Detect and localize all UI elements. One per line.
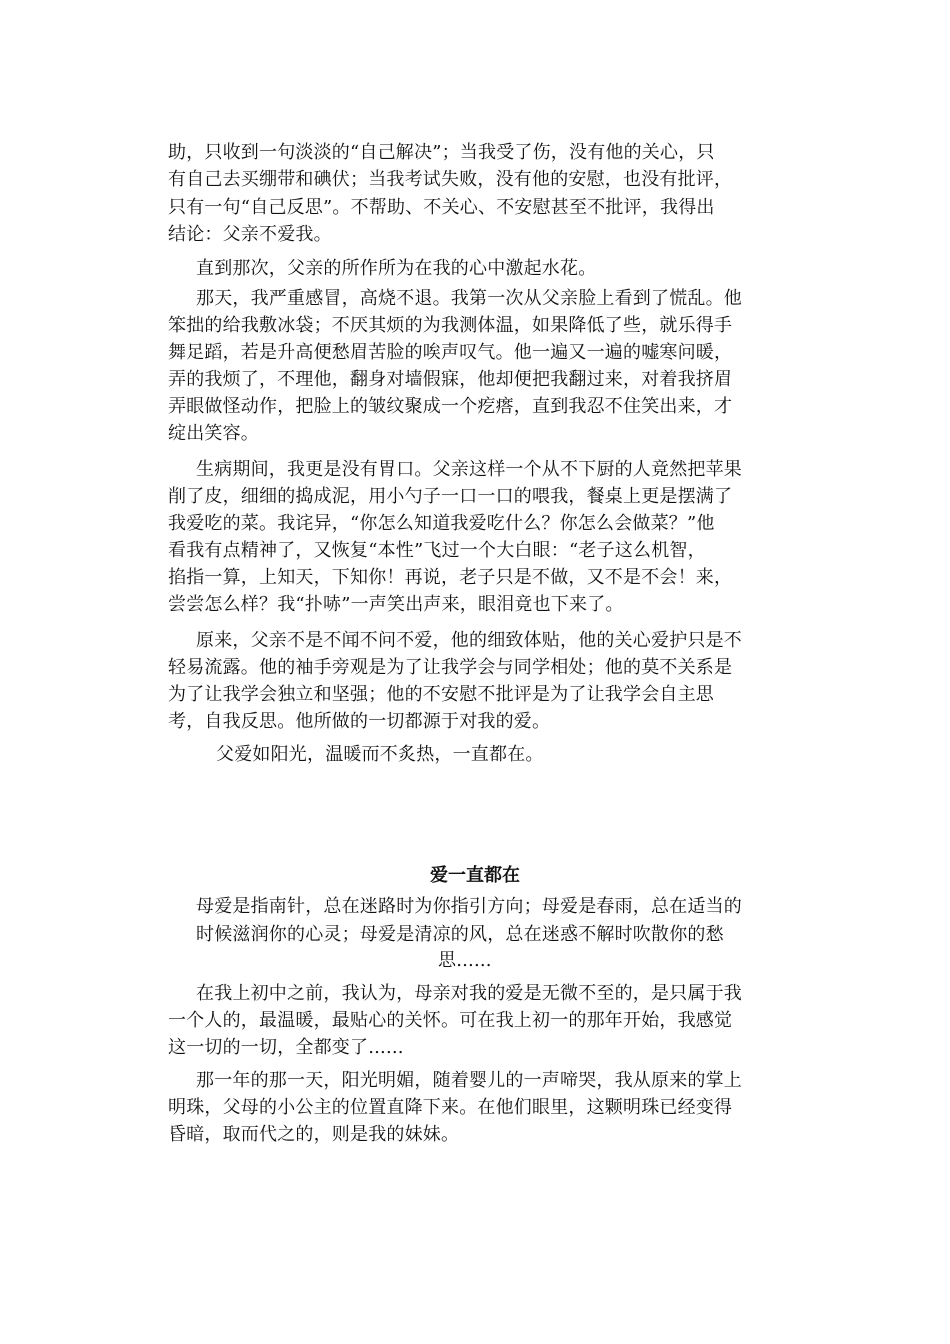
paragraph-line: 那天，我严重感冒，高烧不退。我第一次从父亲脸上看到了慌乱。他 xyxy=(196,288,742,309)
paragraph-line: 弄的我烦了，不理他，翻身对墙假寐，他却便把我翻过来，对着我挤眉 xyxy=(168,369,733,390)
paragraph-line: 助，只收到一句淡淡的“自己解决”；当我受了伤，没有他的关心，只 xyxy=(168,142,715,163)
paragraph-line: 那一年的那一天，阳光明媚，随着婴儿的一声啼哭，我从原来的掌上 xyxy=(196,1070,742,1091)
article-title: 爱一直都在 xyxy=(430,865,520,886)
paragraph-line: 只有一句“自己反思”。不帮助、不关心、不安慰甚至不批评，我得出 xyxy=(168,197,715,218)
paragraph-line: 我爱吃的菜。我诧异，“你怎么知道我爱吃什么？你怎么会做菜？”他 xyxy=(168,513,715,534)
paragraph-line: 一个人的，最温暖，最贴心的关怀。可在我上初一的那年开始，我感觉 xyxy=(168,1010,733,1031)
paragraph-line: 为了让我学会独立和坚强；他的不安慰不批评是为了让我学会自主思 xyxy=(168,684,714,705)
paragraph-line: 弄眼做怪动作，把脸上的皱纹聚成一个疙瘩，直到我忍不住笑出来，才 xyxy=(168,396,733,417)
paragraph-line: 掐指一算，上知天，下知你！再说，老子只是不做，又不是不会！来， xyxy=(168,567,733,588)
paragraph-line: 昏暗，取而代之的，则是我的妹妹。 xyxy=(168,1124,460,1145)
paragraph-line: 笨拙的给我敷冰袋；不厌其烦的为我测体温，如果降低了些，就乐得手 xyxy=(168,315,733,336)
paragraph-line: 看我有点精神了，又恢复“本性”飞过一个大白眼：“老子这么机智， xyxy=(168,540,706,561)
paragraph-line: 原来，父亲不是不闻不问不爱，他的细致体贴，他的关心爱护只是不 xyxy=(196,630,742,651)
paragraph-line: 考，自我反思。他所做的一切都源于对我的爱。 xyxy=(168,711,551,732)
paragraph-line: 绽出笑容。 xyxy=(168,423,259,444)
paragraph-line: 有自己去买绷带和碘伏；当我考试失败，没有他的安慰，也没有批评， xyxy=(168,169,733,190)
paragraph-line: 这一切的一切，全都变了...... xyxy=(168,1037,404,1058)
paragraph-line: 生病期间，我更是没有胃口。父亲这样一个从不下厨的人竟然把苹果 xyxy=(196,459,742,480)
paragraph-line: 思...... xyxy=(438,950,492,971)
paragraph-line: 母爱是指南针，总在迷路时为你指引方向；母爱是春雨，总在适当的 xyxy=(196,896,742,917)
paragraph-line: 在我上初中之前，我认为，母亲对我的爱是无微不至的，是只属于我 xyxy=(196,983,742,1004)
paragraph-line: 父爱如阳光，温暖而不炙热，一直都在。 xyxy=(216,744,544,765)
paragraph-line: 尝尝怎么样？我“扑哧”一声笑出声来，眼泪竟也下来了。 xyxy=(168,594,624,615)
paragraph-line: 轻易流露。他的袖手旁观是为了让我学会与同学相处；他的莫不关系是 xyxy=(168,657,733,678)
paragraph-line: 时候滋润你的心灵；母爱是清凉的风，总在迷惑不解时吹散你的愁 xyxy=(196,924,724,945)
paragraph-line: 直到那次，父亲的所作所为在我的心中激起水花。 xyxy=(196,258,597,279)
paragraph-line: 明珠，父母的小公主的位置直降下来。在他们眼里，这颗明珠已经变得 xyxy=(168,1097,733,1118)
paragraph-line: 舞足蹈，若是升高便愁眉苦脸的唉声叹气。他一遍又一遍的嘘寒问暖， xyxy=(168,342,733,363)
paragraph-line: 结论：父亲不爱我。 xyxy=(168,224,332,245)
paragraph-line: 削了皮，细细的捣成泥，用小勺子一口一口的喂我，餐桌上更是摆满了 xyxy=(168,486,733,507)
